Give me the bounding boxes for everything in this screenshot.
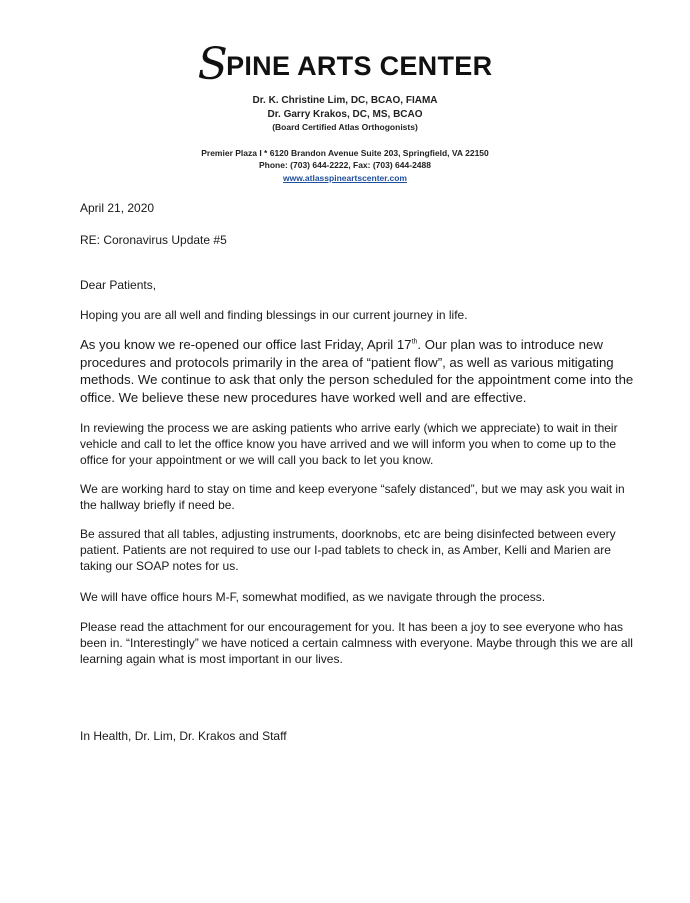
closing: In Health, Dr. Lim, Dr. Krakos and Staff — [80, 729, 287, 743]
website-line — [0, 172, 690, 185]
logo-text: PINE ARTS CENTER — [226, 51, 493, 81]
doctor-1: Dr. K. Christine Lim, DC, BCAO, FIAMA — [252, 95, 438, 106]
letter-subject: RE: Coronavirus Update #5 — [80, 233, 227, 247]
paragraph-2-sup: th — [411, 338, 418, 346]
paragraph-3: In reviewing the process we are asking patients who arrive early (which we appreciate) to wait in their vehicle and call to let the office know you have arrived and we will inform you when to come up to the office for your appointment or we will call you back to let you know. — [80, 421, 618, 467]
paragraph-2-start: As you know we re-opened our office last Friday, April 17 — [80, 337, 412, 352]
address: Premier Plaza I * 6120 Brandon Avenue Suite 203, Springfield, VA 22150 — [201, 148, 489, 158]
letter-date: April 21, 2020 — [80, 201, 155, 215]
salutation: Dear Patients, — [80, 278, 157, 292]
paragraph-7: Please read the attachment for our encouragement for you. It has been a joy to see everyone who has been in. “Interestingly” we have noticed a certain calmness with everyone. Maybe through this we are all learning again what is most important in our lives. — [80, 620, 633, 666]
website-link[interactable]: www.atlasspineartscenter.com — [283, 173, 407, 183]
paragraph-2 — [80, 336, 645, 406]
paragraph-4: We are working hard to stay on time and keep everyone “safely distanced”, but we may ask you wait in the hallway briefly if need be. — [80, 482, 625, 512]
paragraph-1: Hoping you are all well and finding blessings in our current journey in life. — [80, 308, 468, 322]
paragraph-2-end: . Our plan was to introduce new procedures and protocols primarily in the area of “patient flow”, as well as various mitigating methods. We continue to ask that only the person scheduled for the appointment come into the office. We believe these new procedures have worked well and are effective. — [80, 337, 634, 405]
paragraph-6: We will have office hours M-F, somewhat modified, as we navigate through the process. — [80, 590, 546, 604]
doctor-2: Dr. Garry Krakos, DC, MS, BCAO — [267, 109, 423, 120]
logo-initial: S — [197, 39, 229, 90]
logo — [0, 39, 690, 90]
phone-fax: Phone: (703) 644-2222, Fax: (703) 644-2488 — [259, 160, 431, 170]
certification: (Board Certified Atlas Orthogonists) — [272, 122, 418, 132]
paragraph-5: Be assured that all tables, adjusting instruments, doorknobs, etc are being disinfected between every patient. Patients are not required to use our I-pad tablets to check in, as Amber, Kelli and Marien are taking our SOAP notes for us. — [80, 527, 616, 573]
